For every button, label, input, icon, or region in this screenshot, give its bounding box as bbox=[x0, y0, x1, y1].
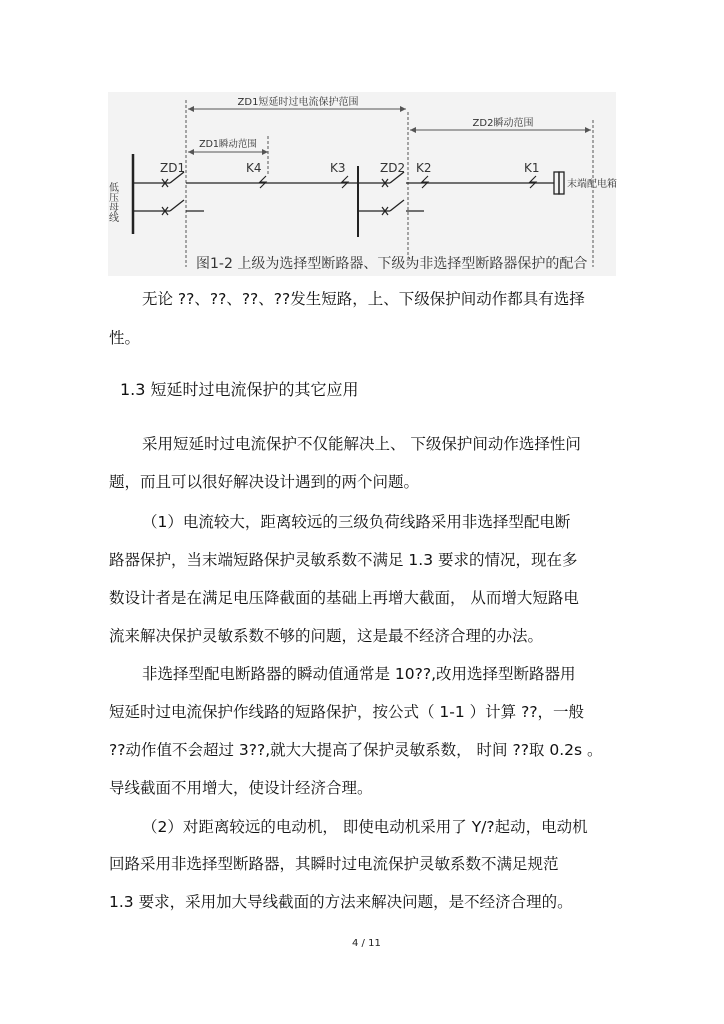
paragraph-line: 回路采用非选择型断路器，其瞬时过电流保护灵敏系数不满足规范 bbox=[109, 855, 559, 873]
figure-caption: 图1-2 上级为选择型断路器、下级为非选择型断路器保护的配合 bbox=[196, 256, 588, 272]
paragraph-line: ??动作值不会超过 3??,就大大提高了保护灵敏系数， 时间 ??取 0.2s 。 bbox=[109, 741, 603, 759]
paragraph-line: 采用短延时过电流保护不仅能解决上、 下级保护间动作选择性问 bbox=[142, 435, 581, 453]
figure-background bbox=[108, 92, 616, 276]
paragraph-line: （1）电流较大，距离较远的三级负荷线路采用非选择型配电断 bbox=[142, 513, 571, 531]
range-left-label: ZD1瞬动范围 bbox=[199, 139, 257, 150]
zd2-label: ZD2 bbox=[380, 161, 406, 175]
page-number: 4 / 11 bbox=[352, 938, 381, 949]
paragraph-line: 题，而且可以很好解决设计遇到的两个问题。 bbox=[109, 473, 420, 491]
paragraph-line: 无论 ??、??、??、??发生短路，上、下级保护间动作都具有选择 bbox=[142, 290, 585, 308]
paragraph-line: （2）对距离较远的电动机， 即使电动机采用了 Y/?起动，电动机 bbox=[142, 818, 588, 836]
paragraph-line: 导线截面不用增大，使设计经济合理。 bbox=[109, 779, 373, 797]
k3-label: K3 bbox=[330, 161, 346, 175]
range-top-label: ZD1短延时过电流保护范围 bbox=[237, 97, 359, 108]
end-label: 末端配电箱 bbox=[567, 179, 617, 190]
paragraph-line: 性。 bbox=[109, 329, 141, 347]
paragraph-line: 非选择型配电断路器的瞬动值通常是 10??,改用选择型断路器用 bbox=[142, 665, 576, 683]
paragraph-line: 数设计者是在满足电压降截面的基础上再增大截面， 从而增大短路电 bbox=[109, 589, 579, 607]
circuit-figure bbox=[108, 92, 616, 276]
paragraph-line: 短延时过电流保护作线路的短路保护，按公式（ 1-1 ）计算 ??，一般 bbox=[109, 703, 585, 721]
paragraph-line: 流来解决保护灵敏系数不够的问题，这是最不经济合理的办法。 bbox=[109, 627, 544, 645]
paragraph-line: 路器保护，当末端短路保护灵敏系数不满足 1.3 要求的情况，现在多 bbox=[109, 551, 578, 569]
zd1-label: ZD1 bbox=[160, 161, 186, 175]
section-heading: 1.3 短延时过电流保护的其它应用 bbox=[120, 380, 359, 399]
bus-label: 低压母线 bbox=[106, 182, 118, 222]
range-right-label: ZD2瞬动范围 bbox=[472, 118, 534, 129]
paragraph-line: 1.3 要求，采用加大导线截面的方法来解决问题，是不经济合理的。 bbox=[109, 893, 573, 911]
k2-label: K2 bbox=[416, 161, 432, 175]
circuit-diagram bbox=[108, 92, 616, 276]
k1-label: K1 bbox=[524, 161, 540, 175]
k4-label: K4 bbox=[246, 161, 262, 175]
